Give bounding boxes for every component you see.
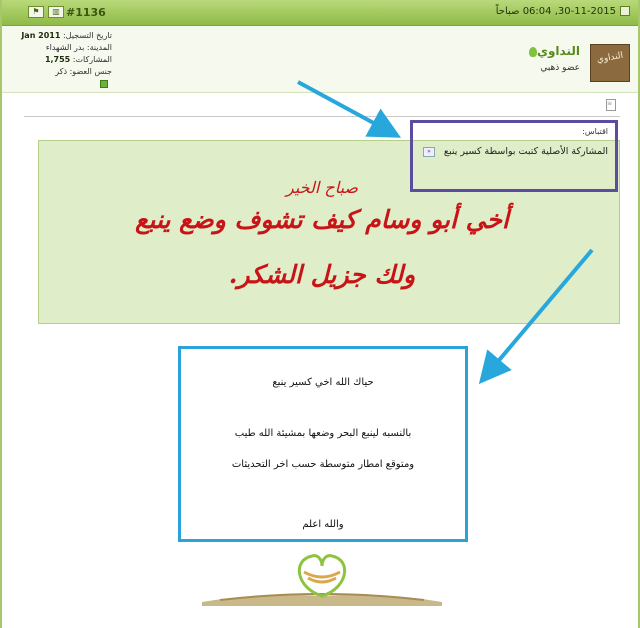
- greeting-line-3: ولك جزيل الشكر.: [228, 260, 416, 289]
- post-date-text: 30-11-2015, 06:04 صباحاً: [495, 6, 616, 17]
- forum-logo: [200, 548, 444, 608]
- reply-line-1: حياك الله اخي كسير ينبع: [272, 377, 374, 388]
- quote-author-line: المشاركة الأصلية كتبت بواسطة كسير ينبع: [443, 146, 608, 157]
- view-post-icon[interactable]: »: [423, 147, 435, 157]
- reply-line-4: والله اعلم: [302, 519, 344, 530]
- username[interactable]: النداوي: [536, 44, 580, 58]
- greeting-line-1: صباح الخير: [285, 178, 358, 197]
- user-title: عضو ذهبي: [540, 63, 580, 73]
- flag-icon[interactable]: ⚑: [28, 6, 44, 18]
- arrow-to-quote-icon: [298, 82, 394, 134]
- stat-gender: جنس العضو: ذكر: [55, 67, 112, 76]
- stats-icon[interactable]: ▥: [48, 6, 64, 18]
- arrow-to-reply-icon: [484, 250, 592, 378]
- post-icon: ≡: [606, 99, 616, 111]
- greeting-line-2: أخي أبو وسام كيف تشوف وضع ينبع: [135, 205, 509, 234]
- stat-join-date: تاريخ التسجيل: Jan 2011: [21, 31, 112, 40]
- quote-label: اقتباس:: [582, 127, 608, 136]
- reply-line-3: ومتوقع امطار متوسطة حسب اخر التحديثات: [231, 459, 415, 470]
- post-number-link[interactable]: #1136: [66, 6, 106, 19]
- avatar-text: النداوي: [596, 50, 624, 66]
- stat-city: المدينة: بدر الشهداء: [45, 43, 112, 52]
- stat-posts: المشاركات: 1,755: [44, 55, 112, 64]
- annotation-arrows: [2, 0, 638, 628]
- reply-line-2: بالنسبه لينبع البحر وضعها بمشيئة الله طيب: [234, 428, 412, 439]
